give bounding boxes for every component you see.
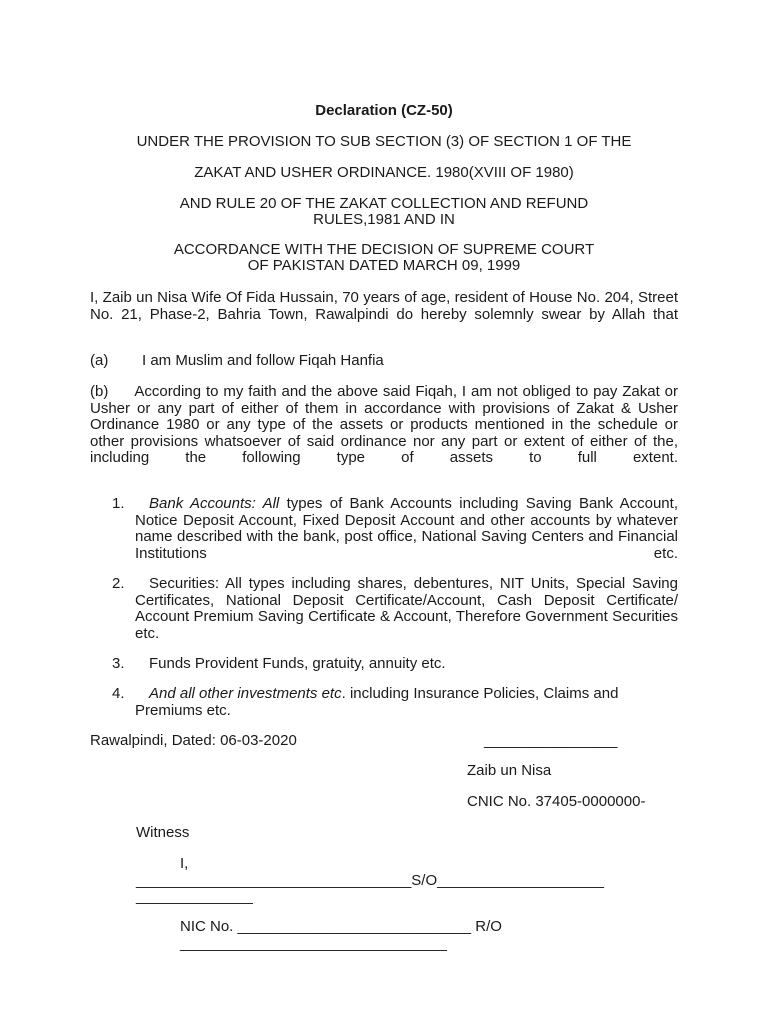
list-item-lead: And all other investments etc (149, 685, 342, 702)
list-item-text: And all other investments etc. including Insurance Policies, Claims and Premiums etc. (135, 685, 619, 719)
provision-line-1: UNDER THE PROVISION TO SUB SECTION (3) OF SECTION 1 OF THE (136, 133, 632, 150)
witness-i: I, (180, 855, 189, 872)
cnic-number: CNIC No. 37405-0000000- (467, 793, 646, 810)
document-page (90, 0, 678, 1024)
nic-residence-line: NIC No. ____________________________ R/O (180, 918, 502, 935)
rule-line-2: RULES,1981 AND IN (313, 211, 455, 228)
list-item-number: 2. (112, 575, 125, 592)
list-item-text: Funds Provident Funds, gratuity, annuity etc. (149, 655, 446, 672)
clause-b-text: According to my faith and the above said Fiqah, I am not obliged to pay Zakat or Usher or any part of either of them in accordance with provisions of Zakat & Usher Ordinance 1980 or any type of the assets or products mentioned in the schedule or other provisions whatsoever of said ordinance nor any part or extent of either of the, including the following type of assets to full extent. (90, 383, 678, 466)
document-title: Declaration (CZ-50) (315, 102, 453, 119)
list-item-number: 1. (112, 495, 125, 512)
witness-name-father-line: _________________________________S/O____________________ (136, 872, 604, 889)
witness-label: Witness (136, 824, 190, 841)
list-item (90, 576, 678, 642)
list-item-number: 3. (112, 655, 125, 672)
list-item (90, 496, 678, 562)
list-item-text: Bank Accounts: All types of Bank Accounts including Saving Bank Account, Notice Deposit Account, Fixed Deposit Account and other accounts by whatever name described with the bank, post office, National Saving Centers and Financial Institutions etc. (135, 495, 678, 562)
rule-line-1: AND RULE 20 OF THE ZAKAT COLLECTION AND REFUND (179, 195, 589, 212)
residence-line: ________________________________ (180, 935, 447, 952)
provision-line-2: ZAKAT AND USHER ORDINANCE. 1980(XVIII OF 1980) (194, 164, 574, 181)
clause-b-paragraph (90, 384, 678, 483)
clause-a-marker: (a) (90, 352, 109, 369)
place-date: Rawalpindi, Dated: 06-03-2020 (90, 732, 297, 749)
signatory-name: Zaib un Nisa (467, 762, 552, 779)
list-item-lead: Bank Accounts: All (149, 495, 280, 512)
witness-line-continued: ______________ (136, 888, 253, 905)
list-item-number: 4. (112, 685, 125, 702)
list-item (90, 656, 678, 674)
clause-a-text: I am Muslim and follow Fiqah Hanfia (142, 352, 384, 369)
decision-line-2: OF PAKISTAN DATED MARCH 09, 1999 (247, 257, 521, 274)
signature-line: ________________ (484, 732, 618, 749)
decision-line-1: ACCORDANCE WITH THE DECISION OF SUPREME COURT (173, 241, 595, 258)
clause-b-marker: (b) (90, 383, 109, 400)
list-item-text: Securities: All types including shares, debentures, NIT Units, Special Saving Certificates, National Deposit Certificate/Account, Cash Deposit Certificate/ Account Premium Saving Certificate & Account, Therefore Government Securities etc. (135, 575, 678, 642)
list-item (90, 686, 678, 720)
intro-paragraph: I, Zaib un Nisa Wife Of Fida Hussain, 70 years of age, resident of House No. 204, Street No. 21, Phase-2, Bahria Town, Rawalpindi do hereby solemnly swear by Allah that (90, 289, 678, 323)
